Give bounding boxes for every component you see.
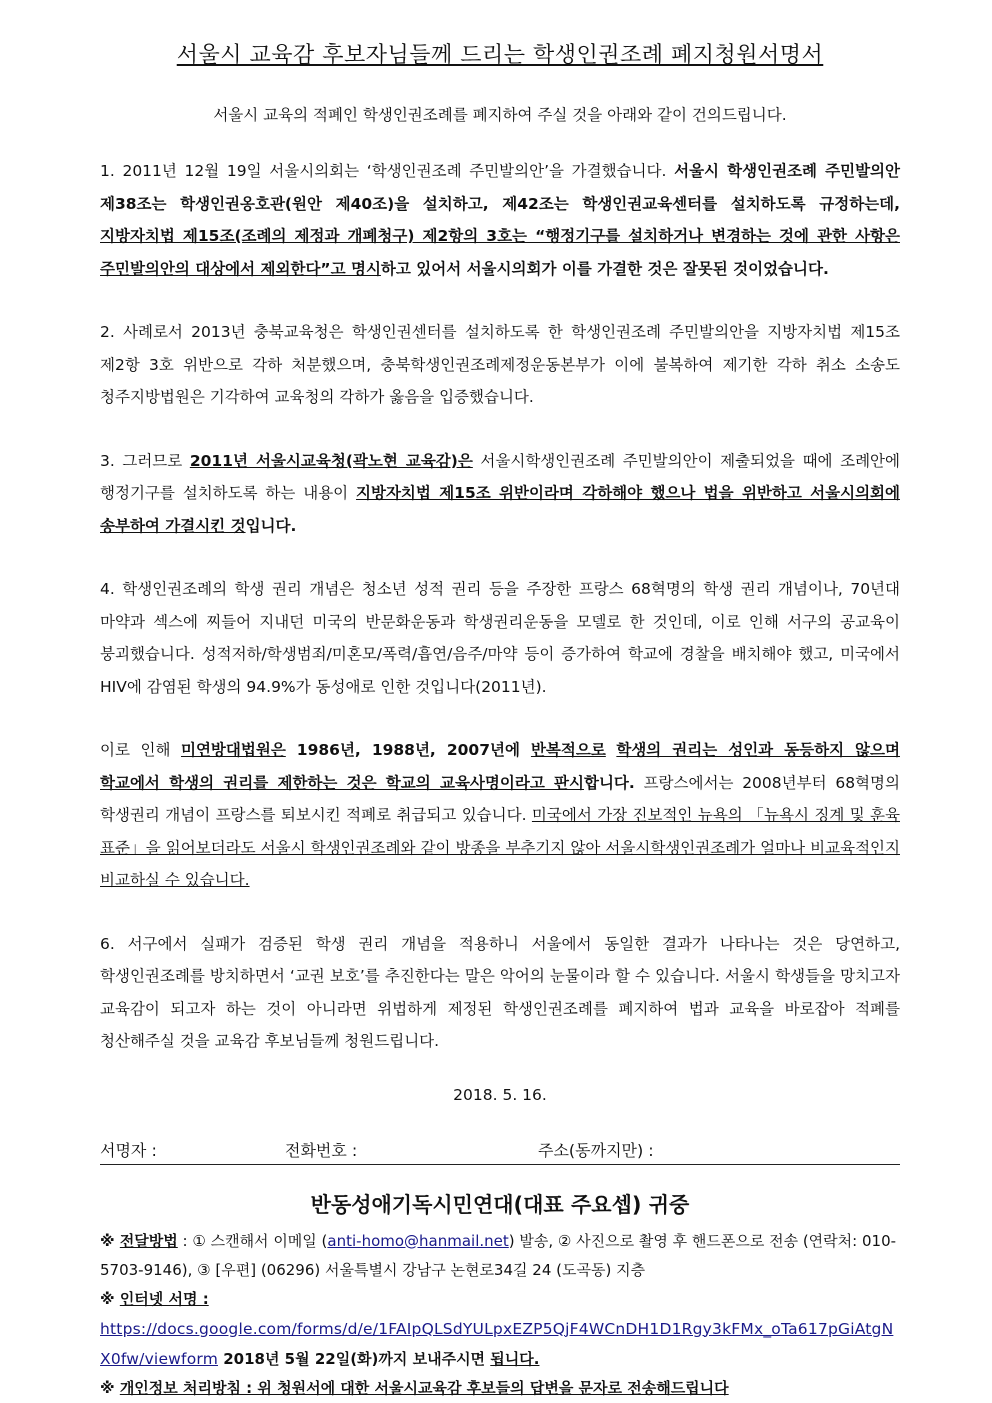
- privacy-text: 개인정보 처리방침 : 위 청원서에 대한 서울시교육감 후보들의 답변을 문자로 전송해드립니다: [119, 1378, 729, 1397]
- petition-document: [100, 30, 900, 1403]
- privacy-note: [100, 1374, 900, 1403]
- p1-text-d: 하고 있어서 서울시의회가 이를 가결한 것은 잘못된 것이었습니다.: [380, 259, 829, 278]
- paragraph-4: 4. 학생인권조례의 학생 권리 개념은 청소년 성적 권리 등을 주장한 프랑스 68혁명의 학생 권리 개념이나, 70년대 마약과 섹스에 찌들어 지내던 미국의 반문화운동과 학생권리운동을 모델로 한 것인데, 이로 인해 서구의 공교육이 붕괴했습니다. 성적저하/학생범죄/미혼모/폭력/흡연/음주/마약 등이 증가하여 학교에 경찰을 배치해야 했고, 미국에서 HIV에 감염된 학생의 94.9%가 동성애로 인한 것입니다(2011년).: [100, 580, 900, 696]
- deadline-text-b: 됩니다.: [490, 1349, 540, 1368]
- intro-line: 서울시 교육의 적폐인 학생인권조례를 폐지하여 주실 것을 아래와 같이 건의드립니다.: [213, 106, 787, 124]
- signature-row: [100, 1138, 900, 1165]
- petition-date: 2018. 5. 16.: [453, 1085, 547, 1104]
- internet-mark: ※: [100, 1289, 120, 1308]
- p5-text-d: 반복적으로: [530, 741, 606, 759]
- p1-text-a: 1. 2011년 12월 19일 서울시의회는 ‘학생인권조례 주민발의안’을 가결했습니다.: [100, 162, 675, 180]
- delivery-mark: ※: [100, 1231, 120, 1250]
- deadline-text-a: 2018년 5월 22일(화)까지 보내주시면: [218, 1349, 491, 1368]
- paragraph-2: 2. 사례로서 2013년 충북교육청은 학생인권센터를 설치하도록 한 학생인권조례 주민발의안을 지방자치법 제15조 제2항 3호 위반으로 각하 처분했으며, 충북학생인권조례제정운동본부가 이에 불복하여 제기한 각하 취소 소송도 청주지방법원은 기각하여 교육청의 각하가 옳음을 입증했습니다.: [100, 323, 900, 406]
- recipient-line: 반동성애기독시민연대(대표 주요셉) 귀중: [310, 1192, 690, 1217]
- paragraph-1: [100, 155, 900, 285]
- p5-text-h: 프랑스에서는 2008년부터 68혁명의 학생권리 개념이 프랑스를 퇴보시킨 적폐로 취급되고 있습니다.: [100, 773, 900, 824]
- delivery-text-2: ) 발송, ② 사진으로 촬영 후 핸드폰으로 전송 (연락처: 010-5703-9146), ③ [우편] (06296) 서울특별시 강남구 논현로34길 24 (도곡동) 지층: [100, 1231, 897, 1279]
- p3-text-d: 지방자치법 제15조 위반이라며 각하해야 했으나 법을 위반하고 서울시의회에 송부하여 가결시킨 것: [100, 484, 900, 535]
- p5-text-g: 합니다.: [583, 773, 635, 792]
- p5-text-b: 미연방대법원은: [180, 741, 286, 759]
- delivery-note: [100, 1227, 900, 1285]
- p3-text-c: 서울시학생인권조례 주민발의안이 제출되었을 때에 조례안에 행정기구를 설치하도록 하는 내용이: [100, 451, 900, 502]
- internet-note: [100, 1285, 900, 1314]
- privacy-mark: ※: [100, 1378, 120, 1397]
- p1-text-c: 지방자치법 제15조(조례의 제정과 개폐청구) 제2항의 3호는 “행정기구를 설치하거나 변경하는 것에 관한 사항은 주민발의안의 대상에서 제외한다”고 명시: [100, 227, 900, 278]
- p1-text-b: 서울시 학생인권조례 주민발의안 제38조는 학생인권옹호관(원안 제40조)을 설치하고, 제42조는 학생인권교육센터를 설치하도록 규정하는데,: [100, 162, 900, 213]
- signer-name-label: 서명자 :: [100, 1140, 157, 1160]
- p3-text-e: 입니다.: [245, 516, 297, 535]
- delivery-label: 전달방법: [119, 1231, 178, 1250]
- p5-text-i: 미국에서 가장 진보적인 뉴욕의 「뉴욕시 징계 및 훈육 표준」을 읽어보더라도 서울시 학생인권조례와 같이 방종을 부추기지 않아 서울시학생인권조례가 얼마나 비교육적인지 비교하실 수 있습니다.: [100, 806, 900, 889]
- paragraph-5: [100, 734, 900, 897]
- p3-text-b: 2011년 서울시교육청(곽노현 교육감)은: [189, 451, 473, 470]
- google-form-link[interactable]: https://docs.google.com/forms/d/e/1FAIpQLSdYULpxEZP5QjF4WCnDH1D1Rgy3kFMx_oTa617pGiAtgNX0fw/viewform: [100, 1319, 894, 1368]
- p5-text-f: 학생의 권리는 성인과 동등하지 않으며 학교에서 학생의 권리를 제한하는 것은 학교의 교육사명이라고 판시: [100, 741, 900, 792]
- internet-label: 인터넷 서명 :: [119, 1289, 209, 1308]
- internet-link-line: [100, 1314, 900, 1374]
- paragraph-6: 6. 서구에서 실패가 검증된 학생 권리 개념을 적용하니 서울에서 동일한 결과가 나타나는 것은 당연하고, 학생인권조례를 방치하면서 ‘교권 보호’를 추진한다는 말은 악어의 눈물이라 할 수 있습니다. 서울시 학생들을 망치고자 교육감이 되고자 하는 것이 아니라면 위법하게 제정된 학생인권조례를 폐지하여 법과 교육을 바로잡아 적폐를 청산해주실 것을 교육감 후보님들께 청원드립니다.: [100, 934, 900, 1050]
- document-title: 서울시 교육감 후보자님들께 드리는 학생인권조례 폐지청원서명서: [176, 43, 824, 68]
- paragraph-3: [100, 445, 900, 543]
- p3-text-a: 3. 그러므로: [100, 451, 190, 470]
- p5-text-e: [606, 741, 617, 759]
- phone-label: 전화번호 :: [285, 1140, 358, 1160]
- email-link[interactable]: anti-homo@hanmail.net: [327, 1231, 509, 1250]
- p5-text-c: 1986년, 1988년, 2007년에: [285, 741, 531, 759]
- delivery-text-1: : ① 스캔해서 이메일 (: [177, 1231, 328, 1250]
- address-label: 주소(동까지만) :: [538, 1140, 654, 1160]
- p5-text-a: 이로 인해: [100, 741, 181, 759]
